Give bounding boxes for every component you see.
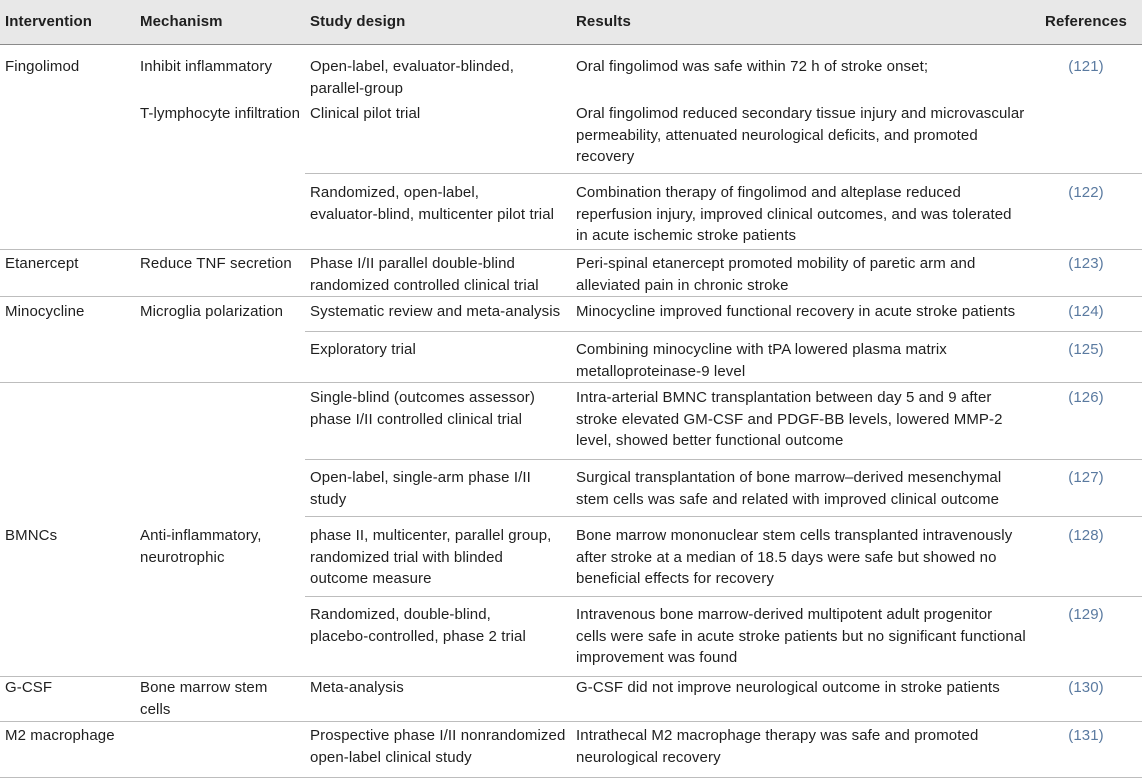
text-line: beneficial effects for recovery	[576, 570, 774, 587]
study-divider	[305, 173, 1142, 174]
text-line: recovery	[576, 148, 635, 165]
text-line: neurological recovery	[576, 748, 721, 766]
results-cell	[576, 387, 1003, 452]
section-divider	[0, 676, 1142, 677]
text-line: Bone marrow stem	[140, 679, 268, 696]
study-design-cell: Systematic review and meta-analysis	[310, 303, 561, 320]
text-line: Surgical transplantation of bone marrow–derived mesenchymal	[576, 469, 1002, 486]
results-cell: Minocycline improved functional recovery in acute stroke patients	[576, 303, 1016, 320]
reference-link[interactable]: (128)	[1068, 527, 1104, 544]
text-line: placebo-controlled, phase 2 trial	[310, 627, 526, 645]
study-divider	[305, 516, 1142, 517]
column-header-intervention: Intervention	[5, 13, 93, 30]
text-line: neurotrophic	[140, 548, 225, 566]
reference-link[interactable]: (127)	[1068, 469, 1104, 486]
study-design-cell	[310, 725, 565, 768]
study-design-cell	[310, 467, 531, 510]
text-line: improvement was found	[576, 649, 738, 666]
study-design-cell	[310, 56, 514, 99]
text-line: metalloproteinase-9 level	[576, 362, 746, 380]
text-line: level, showed better functional outcome	[576, 432, 844, 449]
column-header-results: Results	[576, 13, 631, 30]
text-line: after stroke at a median of 18.5 days were safe but showed no	[576, 548, 997, 566]
study-design-cell	[310, 525, 551, 590]
header-divider	[0, 44, 1142, 45]
text-line: outcome measure	[310, 570, 432, 587]
text-line: Randomized, open-label,	[310, 184, 480, 201]
results-cell	[576, 725, 978, 768]
text-line: Intravenous bone marrow-derived multipotent adult progenitor	[576, 606, 993, 623]
intervention-cell: Fingolimod	[5, 58, 80, 75]
intervention-cell: Minocycline	[5, 303, 85, 320]
reference-link[interactable]: (126)	[1068, 389, 1104, 406]
results-cell	[576, 182, 1012, 247]
text-line: permeability, attenuated neurological deficits, and promoted	[576, 126, 978, 144]
text-line: open-label clinical study	[310, 748, 472, 766]
text-line: Oral fingolimod reduced secondary tissue injury and microvascular	[576, 105, 1025, 122]
section-divider	[0, 382, 1142, 383]
section-divider	[0, 721, 1142, 722]
text-line: alleviated pain in chronic stroke	[576, 276, 789, 294]
text-line: Anti-inflammatory,	[140, 527, 262, 544]
section-divider	[0, 249, 1142, 250]
text-line: Intra-arterial BMNC transplantation between day 5 and 9 after	[576, 389, 992, 406]
mechanism-cell	[140, 677, 267, 720]
text-line: Combination therapy of fingolimod and alteplase reduced	[576, 184, 961, 201]
intervention-cell: BMNCs	[5, 527, 58, 544]
intervention-cell: G-CSF	[5, 679, 53, 696]
intervention-cell: M2 macrophage	[5, 727, 115, 744]
text-line: study	[310, 490, 347, 508]
study-design-cell: Exploratory trial	[310, 341, 416, 358]
study-design-cell	[310, 604, 526, 647]
section-divider	[0, 296, 1142, 297]
column-header-references: References	[1045, 13, 1127, 30]
study-divider	[305, 331, 1142, 332]
reference-link[interactable]: (123)	[1068, 255, 1104, 272]
text-line: Open-label, single-arm phase I/II	[310, 469, 531, 486]
results-cell	[576, 253, 975, 296]
text-line: in acute ischemic stroke patients	[576, 227, 797, 244]
mechanism-cell	[140, 525, 262, 568]
text-line: randomized controlled clinical trial	[310, 276, 539, 294]
results-cell	[576, 467, 1001, 510]
study-design-cell: Meta-analysis	[310, 679, 404, 696]
results-cell	[576, 339, 947, 382]
text-line: stem cells was safe and related with improved clinical outcome	[576, 490, 1000, 508]
text-line: Open-label, evaluator-blinded,	[310, 58, 514, 75]
text-line: cells	[140, 700, 171, 718]
text-line: Prospective phase I/II nonrandomized	[310, 727, 566, 744]
study-divider	[305, 459, 1142, 460]
mechanism-cell: Inhibit inflammatory	[140, 58, 273, 75]
text-line: Combining minocycline with tPA lowered plasma matrix	[576, 341, 947, 358]
text-line: reperfusion injury, improved clinical outcomes, and was tolerated	[576, 205, 1012, 223]
table-bottom-border	[0, 777, 1142, 778]
reference-link[interactable]: (121)	[1068, 58, 1104, 75]
text-line: cells were safe in acute stroke patients but no significant functional	[576, 627, 1026, 645]
text-line: Peri-spinal etanercept promoted mobility of paretic arm and	[576, 255, 976, 272]
reference-link[interactable]: (131)	[1068, 727, 1104, 744]
results-cell: G-CSF did not improve neurological outcome in stroke patients	[576, 679, 1000, 696]
text-line: randomized trial with blinded	[310, 548, 503, 566]
text-line: Phase I/II parallel double-blind	[310, 255, 515, 272]
study-design-cell: Clinical pilot trial	[310, 105, 421, 122]
text-line: Single-blind (outcomes assessor)	[310, 389, 535, 406]
study-divider	[305, 596, 1142, 597]
reference-link[interactable]: (129)	[1068, 606, 1104, 623]
reference-link[interactable]: (122)	[1068, 184, 1104, 201]
table-header	[0, 0, 1142, 44]
text-line: Randomized, double-blind,	[310, 606, 491, 623]
text-line: phase II, multicenter, parallel group,	[310, 527, 552, 544]
results-cell	[576, 103, 1024, 168]
study-design-cell	[310, 387, 535, 430]
mechanism-cell: T-lymphocyte infiltration	[140, 105, 301, 122]
text-line: Intrathecal M2 macrophage therapy was safe and promoted	[576, 727, 979, 744]
reference-link[interactable]: (130)	[1068, 679, 1104, 696]
text-line: evaluator-blind, multicenter pilot trial	[310, 205, 555, 223]
intervention-cell: Etanercept	[5, 255, 79, 272]
text-line: parallel-group	[310, 79, 404, 97]
text-line: phase I/II controlled clinical trial	[310, 410, 523, 428]
results-cell	[576, 604, 1026, 669]
column-header-study-design: Study design	[310, 13, 406, 30]
results-cell: Oral fingolimod was safe within 72 h of stroke onset;	[576, 58, 929, 75]
text-line: Bone marrow mononuclear stem cells transplanted intravenously	[576, 527, 1013, 544]
column-header-mechanism: Mechanism	[140, 13, 223, 30]
study-design-cell	[310, 253, 539, 296]
reference-link[interactable]: (124)	[1068, 303, 1104, 320]
results-cell	[576, 525, 1012, 590]
mechanism-cell: Reduce TNF secretion	[140, 255, 292, 272]
study-design-cell	[310, 182, 554, 225]
reference-link[interactable]: (125)	[1068, 341, 1104, 358]
mechanism-cell: Microglia polarization	[140, 303, 284, 320]
text-line: stroke elevated GM-CSF and PDGF-BB levels, lowered MMP-2	[576, 410, 1003, 428]
